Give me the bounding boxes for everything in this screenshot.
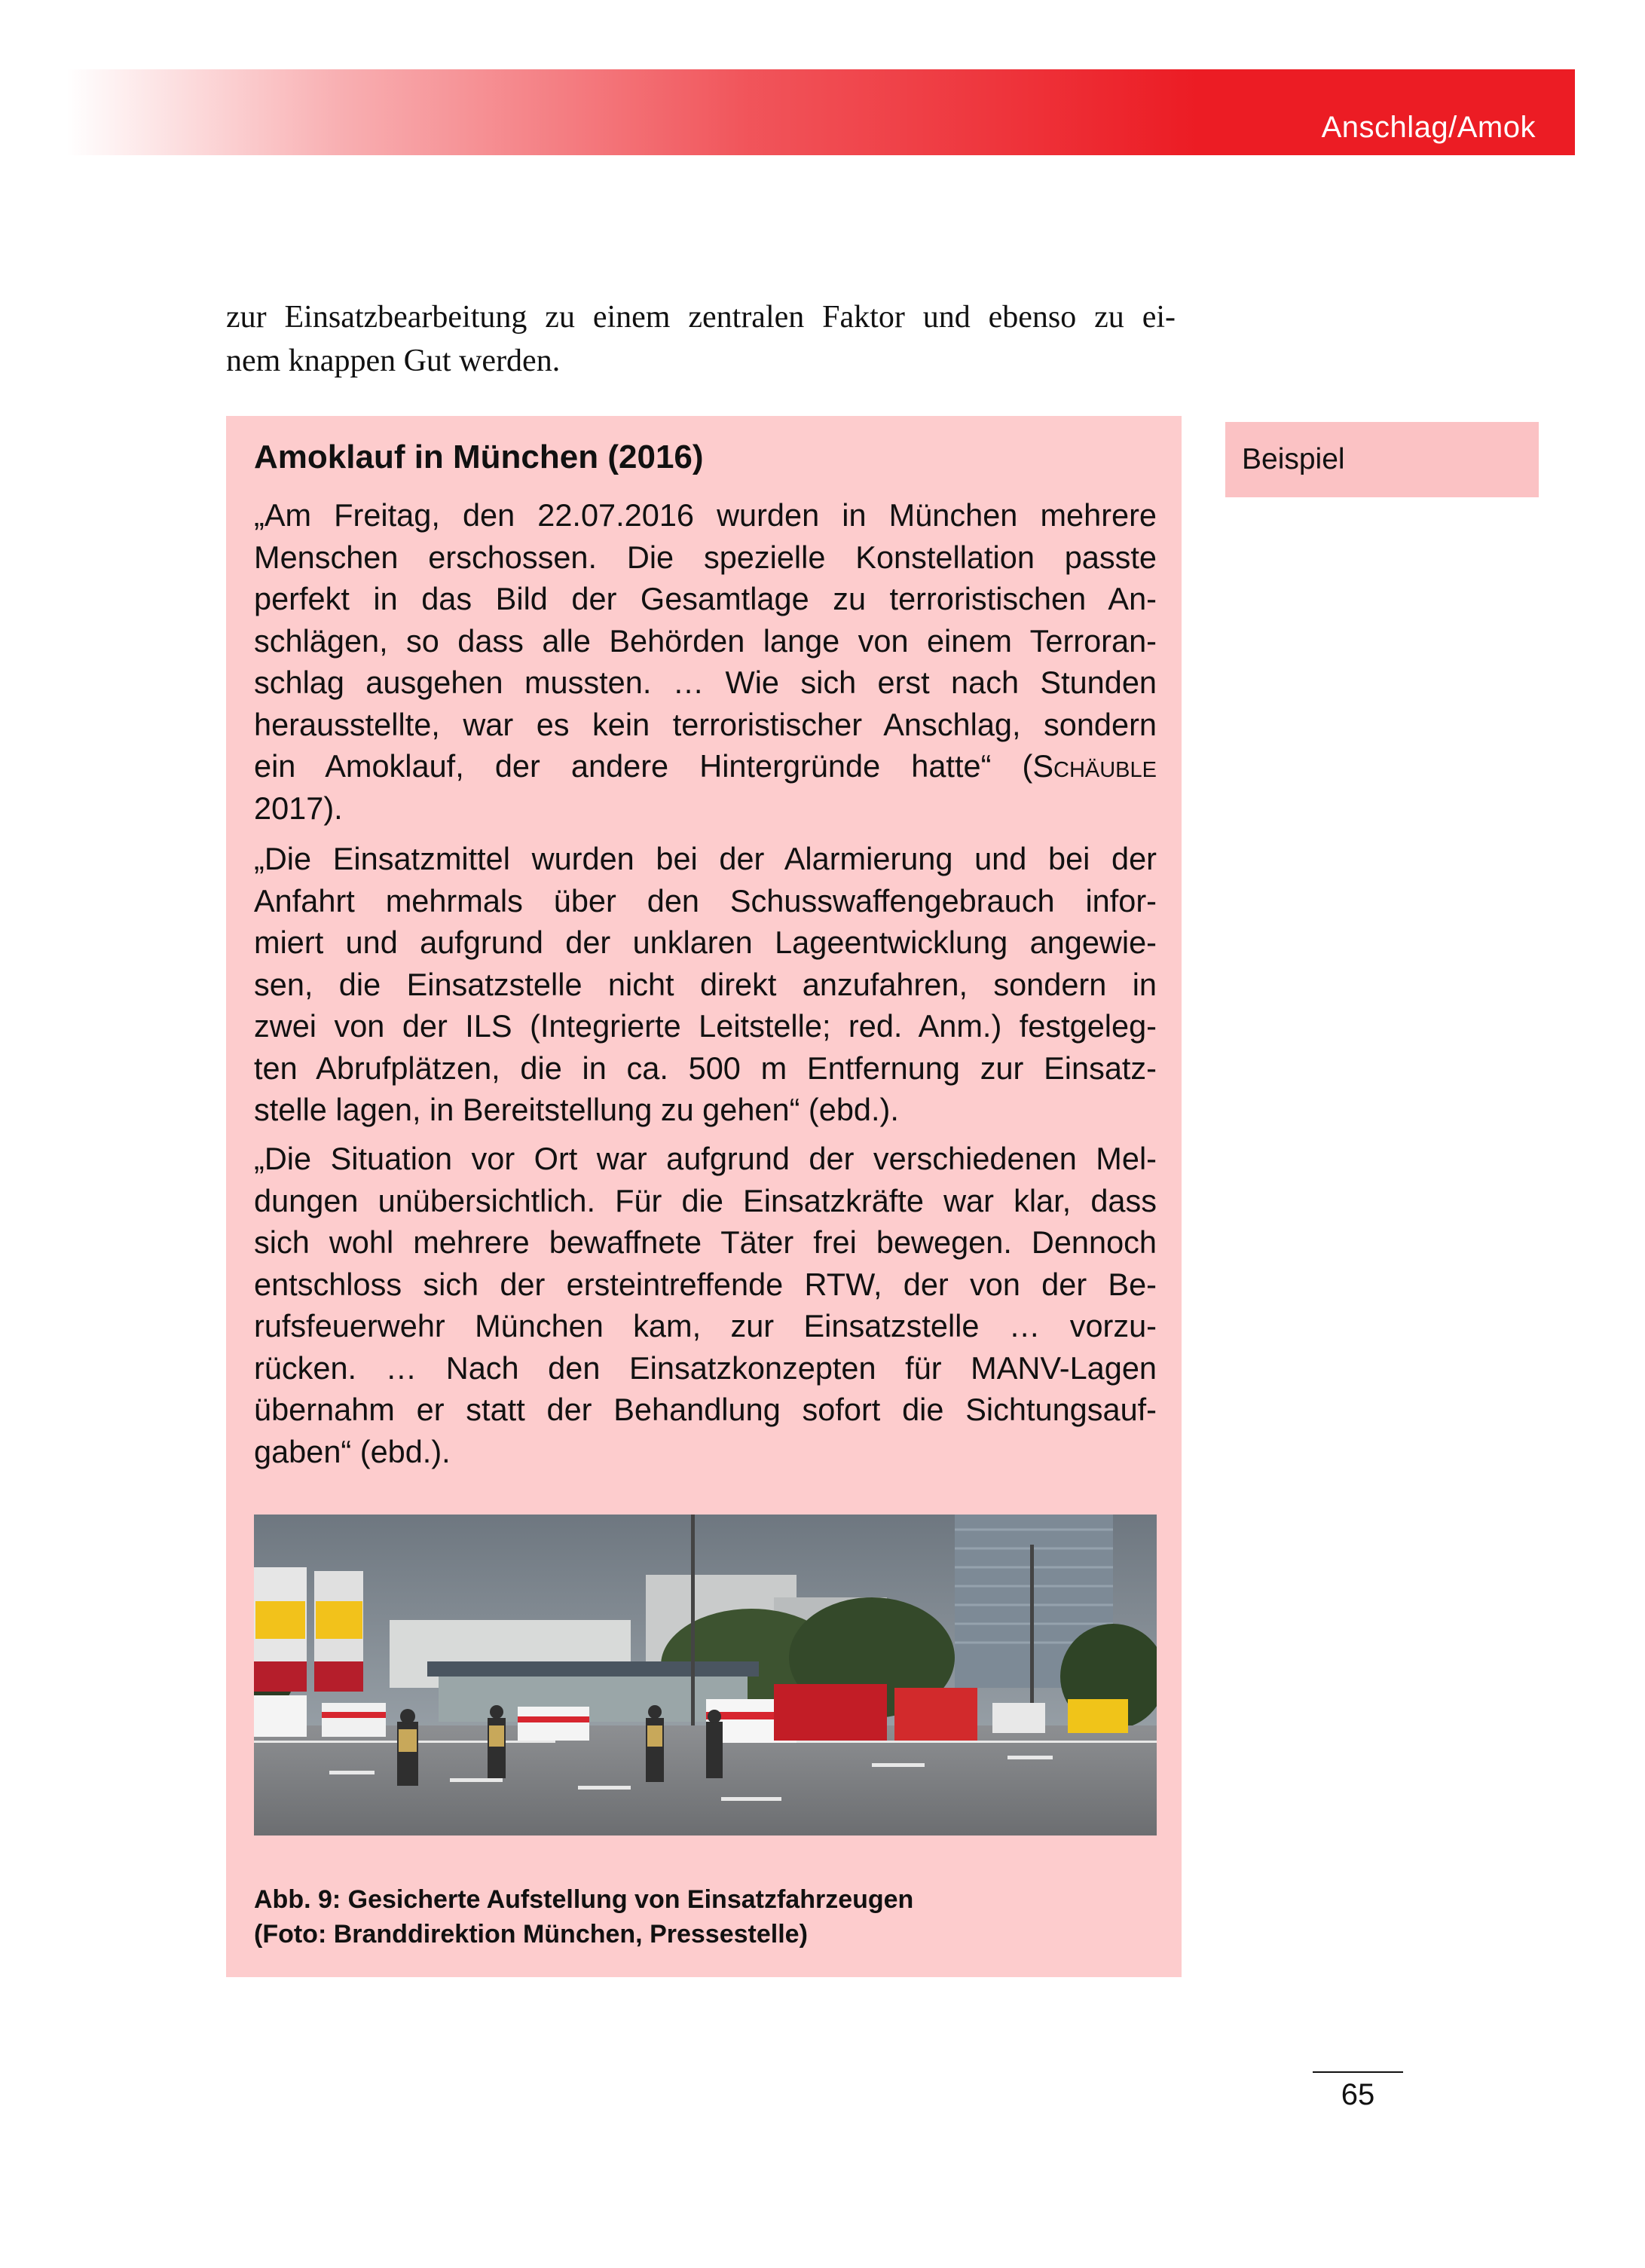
intro-line: zur Einsatzbearbeitung zu einem zentralen Faktor und ebenso zu ei- <box>226 300 1176 335</box>
quote-paragraph-2 <box>254 838 1157 1131</box>
street-scene-photo <box>254 1515 1157 1835</box>
intro-text <box>226 295 1176 383</box>
text-line: Anfahrt mehrmals über den Schusswaffengebrauch infor- <box>254 882 1157 919</box>
text-line: zwei von der ILS (Integrierte Leitstelle; red. Anm.) festgeleg- <box>254 1008 1157 1044</box>
header-band <box>66 69 1575 155</box>
text-line: dungen unübersichtlich. Für die Einsatzkräfte war klar, dass <box>254 1182 1157 1218</box>
text-line: rücken. … Nach den Einsatzkonzepten für MANV-Lagen <box>254 1349 1157 1386</box>
text-line-part: ein Amoklauf, der andere Hintergründe hatte“ ( <box>254 748 1033 784</box>
text-line: ten Abrufplätzen, die in ca. 500 m Entfernung zur Einsatz- <box>254 1050 1157 1086</box>
text-line: rufsfeuerwehr München kam, zur Einsatzstelle … vorzu- <box>254 1308 1157 1343</box>
page-number-rule <box>1313 2071 1403 2073</box>
text-line: miert und aufgrund der unklaren Lageentwicklung angewie- <box>254 925 1157 960</box>
text-line: herausstellte, war es kein terroristischer Anschlag, sondern <box>254 706 1157 742</box>
text-line: schlägen, so dass alle Behörden lange von einem Terroran- <box>254 622 1157 659</box>
text-line: stelle lagen, in Bereitstellung zu gehen“ (ebd.). <box>254 1092 899 1127</box>
text-line: sen, die Einsatzstelle nicht direkt anzufahren, sondern in <box>254 966 1157 1002</box>
citation-author: Schäuble <box>1032 748 1157 784</box>
text-line: perfekt in das Bild der Gesamtlage zu terroristischen An- <box>254 581 1157 616</box>
side-label-text: Beispiel <box>1242 443 1345 475</box>
text-line: entschloss sich der ersteintreffende RTW, der von der Be- <box>254 1266 1157 1302</box>
text-line: „Die Situation vor Ort war aufgrund der verschiedenen Mel- <box>254 1141 1157 1176</box>
figure-caption <box>254 1882 913 1952</box>
text-line: „Am Freitag, den 22.07.2016 wurden in München mehrere <box>254 497 1157 533</box>
text-line: Menschen erschossen. Die spezielle Konstellation passte <box>254 539 1157 575</box>
example-box <box>226 416 1182 1977</box>
text-line: „Die Einsatzmittel wurden bei der Alarmierung und bei der <box>254 841 1157 876</box>
quote-paragraph-1 <box>254 494 1157 829</box>
text-line: übernahm er statt der Behandlung sofort die Sichtungsauf- <box>254 1392 1157 1427</box>
example-side-label <box>1225 422 1539 497</box>
text-line <box>254 745 1157 787</box>
text-line: gaben“ (ebd.). <box>254 1433 451 1469</box>
section-title: Anschlag/Amok <box>1321 111 1536 144</box>
quote-paragraph-3 <box>254 1138 1157 1472</box>
caption-line: Abb. 9: Gesicherte Aufstellung von Einsatzfahrzeugen <box>254 1885 914 1914</box>
text-line: sich wohl mehrere bewaffnete Täter frei bewegen. Dennoch <box>254 1224 1157 1260</box>
text-line: 2017). <box>254 790 343 826</box>
example-heading: Amoklauf in München (2016) <box>254 439 704 475</box>
photo-illustration <box>254 1515 1157 1835</box>
intro-line: nem knappen Gut werden. <box>226 344 561 378</box>
page-number: 65 <box>1341 2078 1375 2111</box>
text-line: schlag ausgehen mussten. … Wie sich erst nach Stunden <box>254 665 1157 700</box>
caption-line: (Foto: Branddirektion München, Pressestelle) <box>254 1920 808 1949</box>
